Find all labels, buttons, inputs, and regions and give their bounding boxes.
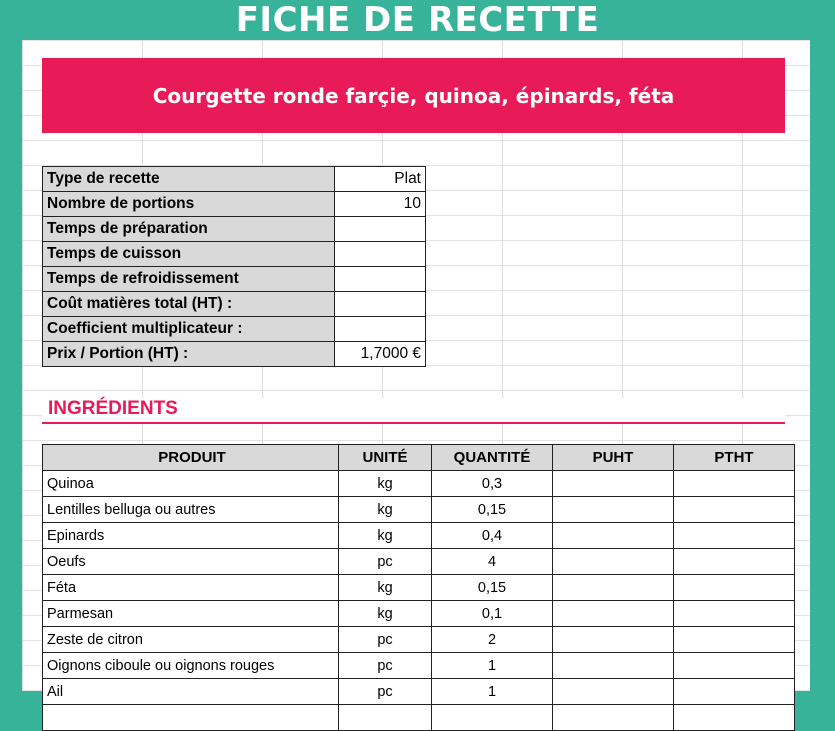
cell-unite[interactable]: pc xyxy=(339,653,432,679)
info-value[interactable]: 10 xyxy=(335,192,426,217)
cell-produit[interactable]: Quinoa xyxy=(43,471,339,497)
cell-ptht[interactable] xyxy=(674,497,795,523)
cell-quantite[interactable]: 1 xyxy=(432,679,553,705)
cell-produit[interactable]: Lentilles belluga ou autres xyxy=(43,497,339,523)
info-label[interactable]: Type de recette xyxy=(43,167,335,192)
cell-produit[interactable]: Epinards xyxy=(43,523,339,549)
info-row xyxy=(43,317,426,342)
table-row xyxy=(43,575,795,601)
table-row xyxy=(43,497,795,523)
cell-puht[interactable] xyxy=(553,471,674,497)
table-row xyxy=(43,601,795,627)
ingredients-header-row xyxy=(43,445,795,471)
cell-ptht[interactable] xyxy=(674,523,795,549)
cell-produit[interactable]: Oignons ciboule ou oignons rouges xyxy=(43,653,339,679)
info-row xyxy=(43,242,426,267)
cell-quantite[interactable]: 4 xyxy=(432,549,553,575)
info-value[interactable] xyxy=(335,242,426,267)
info-value[interactable] xyxy=(335,292,426,317)
cell-quantite[interactable] xyxy=(432,705,553,731)
cell-unite[interactable]: kg xyxy=(339,601,432,627)
cell-unite[interactable]: pc xyxy=(339,679,432,705)
cell-ptht[interactable] xyxy=(674,705,795,731)
table-row xyxy=(43,705,795,731)
ingredients-table xyxy=(42,444,795,731)
cell-puht[interactable] xyxy=(553,679,674,705)
cell-quantite[interactable]: 1 xyxy=(432,653,553,679)
cell-puht[interactable] xyxy=(553,705,674,731)
column-header-produit[interactable]: PRODUIT xyxy=(43,445,339,471)
table-row xyxy=(43,627,795,653)
info-label[interactable]: Temps de cuisson xyxy=(43,242,335,267)
cell-ptht[interactable] xyxy=(674,601,795,627)
cell-puht[interactable] xyxy=(553,523,674,549)
table-row xyxy=(43,679,795,705)
cell-ptht[interactable] xyxy=(674,575,795,601)
info-row xyxy=(43,267,426,292)
table-row xyxy=(43,549,795,575)
info-value[interactable] xyxy=(335,317,426,342)
info-row xyxy=(43,217,426,242)
cell-unite[interactable]: pc xyxy=(339,549,432,575)
table-row xyxy=(43,653,795,679)
cell-quantite[interactable]: 0,15 xyxy=(432,497,553,523)
cell-puht[interactable] xyxy=(553,549,674,575)
recipe-name: Courgette ronde farçie, quinoa, épinards, féta xyxy=(152,83,675,108)
cell-unite[interactable]: kg xyxy=(339,471,432,497)
cell-produit[interactable] xyxy=(43,705,339,731)
info-value[interactable] xyxy=(335,267,426,292)
page-title: FICHE DE RECETTE xyxy=(235,0,600,40)
info-label[interactable]: Temps de préparation xyxy=(43,217,335,242)
cell-produit[interactable]: Zeste de citron xyxy=(43,627,339,653)
cell-quantite[interactable]: 0,4 xyxy=(432,523,553,549)
cell-quantite[interactable]: 0,3 xyxy=(432,471,553,497)
cell-produit[interactable]: Féta xyxy=(43,575,339,601)
spreadsheet-area[interactable] xyxy=(22,40,810,700)
ingredients-section-title: INGRÉDIENTS xyxy=(42,398,785,424)
cell-puht[interactable] xyxy=(553,601,674,627)
info-row xyxy=(43,167,426,192)
cell-produit[interactable]: Parmesan xyxy=(43,601,339,627)
info-value[interactable]: Plat xyxy=(335,167,426,192)
cell-ptht[interactable] xyxy=(674,653,795,679)
recipe-info-table xyxy=(42,166,426,367)
info-row xyxy=(43,192,426,217)
cell-puht[interactable] xyxy=(553,575,674,601)
info-label[interactable]: Temps de refroidissement xyxy=(43,267,335,292)
cell-ptht[interactable] xyxy=(674,679,795,705)
info-value[interactable]: 1,7000 € xyxy=(335,342,426,367)
info-row xyxy=(43,292,426,317)
cell-puht[interactable] xyxy=(553,653,674,679)
cell-produit[interactable]: Ail xyxy=(43,679,339,705)
info-value[interactable] xyxy=(335,217,426,242)
cell-produit[interactable]: Oeufs xyxy=(43,549,339,575)
column-header-ptht[interactable]: PTHT xyxy=(674,445,795,471)
cell-quantite[interactable]: 0,15 xyxy=(432,575,553,601)
recipe-name-banner[interactable] xyxy=(42,58,785,133)
cell-unite[interactable]: kg xyxy=(339,523,432,549)
cell-unite[interactable]: kg xyxy=(339,575,432,601)
cell-quantite[interactable]: 2 xyxy=(432,627,553,653)
info-label[interactable]: Nombre de portions xyxy=(43,192,335,217)
info-label[interactable]: Coefficient multiplicateur : xyxy=(43,317,335,342)
info-label[interactable]: Prix / Portion (HT) : xyxy=(43,342,335,367)
cell-ptht[interactable] xyxy=(674,471,795,497)
info-label[interactable]: Coût matières total (HT) : xyxy=(43,292,335,317)
cell-unite[interactable]: pc xyxy=(339,627,432,653)
cell-ptht[interactable] xyxy=(674,549,795,575)
column-header-unite[interactable]: UNITÉ xyxy=(339,445,432,471)
table-row xyxy=(43,523,795,549)
column-header-quantite[interactable]: QUANTITÉ xyxy=(432,445,553,471)
info-row xyxy=(43,342,426,367)
cell-puht[interactable] xyxy=(553,497,674,523)
cell-unite[interactable]: kg xyxy=(339,497,432,523)
table-row xyxy=(43,471,795,497)
cell-ptht[interactable] xyxy=(674,627,795,653)
cell-puht[interactable] xyxy=(553,627,674,653)
column-header-puht[interactable]: PUHT xyxy=(553,445,674,471)
cell-quantite[interactable]: 0,1 xyxy=(432,601,553,627)
cell-unite[interactable] xyxy=(339,705,432,731)
